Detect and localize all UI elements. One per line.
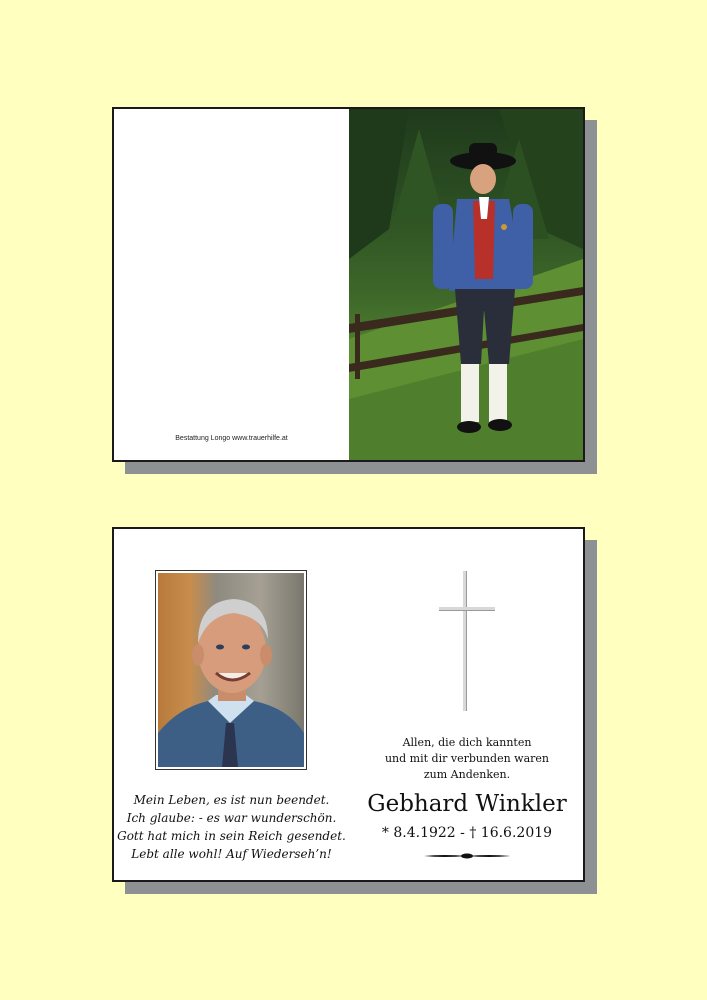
cross-icon <box>439 571 495 711</box>
portrait-frame <box>155 570 307 770</box>
poem-line: Ich glaube: - es war wunderschön. <box>126 811 337 825</box>
poem-line: Mein Leben, es ist nun beendet. <box>133 793 330 807</box>
ornament-divider-icon <box>424 851 510 861</box>
poem-line: Gott hat mich in sein Reich gesendet. <box>117 829 346 843</box>
front-left-panel <box>114 109 349 460</box>
costume-photo-illustration <box>349 109 583 460</box>
back-card-face <box>112 527 585 882</box>
dedication-line: und mit dir verbunden waren <box>384 752 550 765</box>
portrait-photo <box>158 573 304 767</box>
life-dates: * 8.4.1922 - † 16.6.2019 <box>381 825 553 841</box>
back-card <box>112 527 598 895</box>
deceased-name: Gebhard Winkler <box>367 791 567 817</box>
funeral-home-credit: Bestattung Longo www.trauerhilfe.at <box>175 435 288 442</box>
poem <box>114 791 349 863</box>
dedication <box>349 735 585 783</box>
traditional-costume-photo <box>349 109 583 460</box>
poem-line: Lebt alle wohl! Auf Wiederseh’n! <box>131 847 332 861</box>
front-card <box>112 107 598 475</box>
dedication-line: Allen, die dich kannten <box>402 736 532 749</box>
portrait-illustration <box>158 573 304 767</box>
front-card-face <box>112 107 585 462</box>
dedication-line: zum Andenken. <box>423 768 511 781</box>
